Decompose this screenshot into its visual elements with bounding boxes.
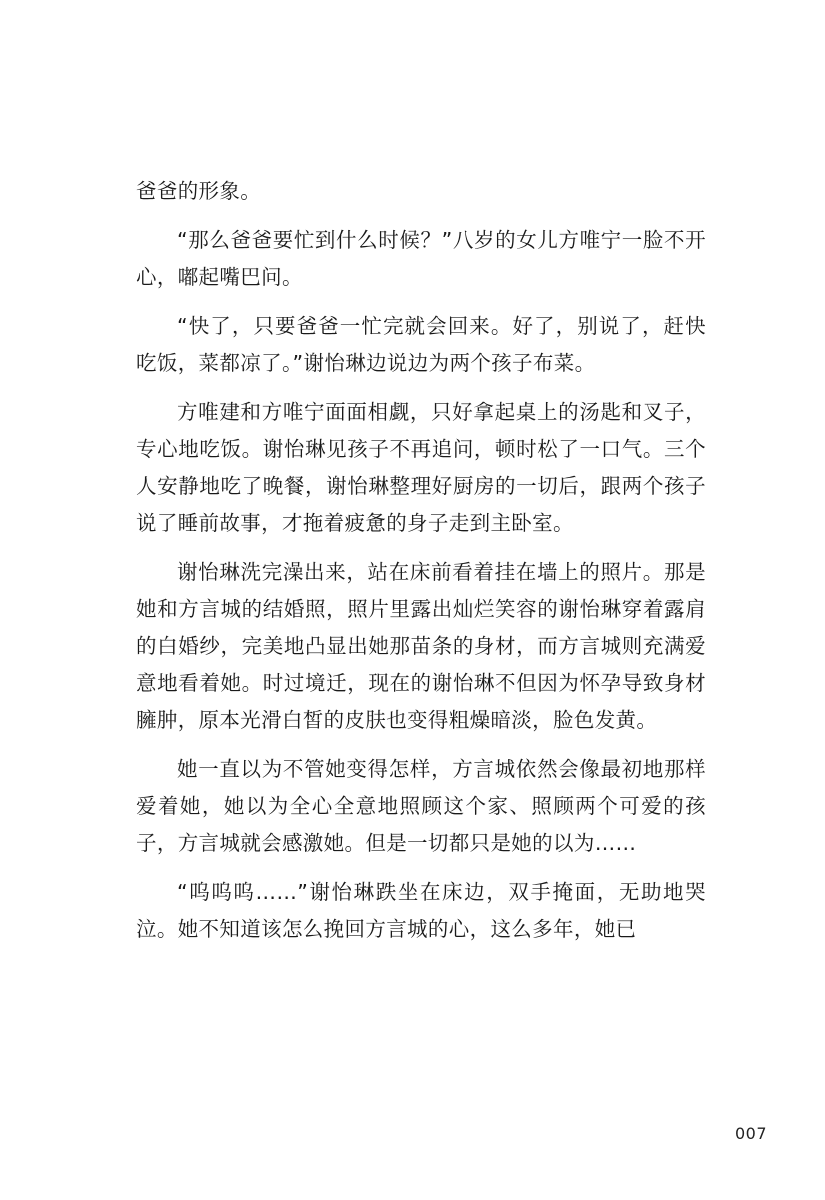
body-text — [136, 173, 706, 960]
paragraph-4: 方唯建和方唯宁面面相觑，只好拿起桌上的汤匙和叉子，专心地吃饭。谢怡琳见孩子不再追问，顿时松了一口气。三个人安静地吃了晚餐，谢怡琳整理好厨房的一切后，跟两个孩子说了睡前故事，才拖着疲惫的身子走到主卧室。 — [136, 400, 706, 535]
page-number: 007 — [734, 1124, 767, 1143]
paragraph-1: 爸爸的形象。 — [136, 179, 262, 203]
paragraph-2: “那么爸爸要忙到什么时候？”八岁的女儿方唯宁一脸不开心，嘟起嘴巴问。 — [136, 228, 706, 289]
paragraph-7: “呜呜呜……”谢怡琳跌坐在床边，双手掩面，无助地哭泣。她不知道该怎么挽回方言城的心，这么多年，她已 — [136, 880, 706, 941]
paragraph-3: “快了，只要爸爸一忙完就会回来。好了，别说了，赶快吃饭，菜都凉了。”谢怡琳边说边为两个孩子布菜。 — [136, 314, 706, 375]
paragraph-5: 谢怡琳洗完澡出来，站在床前看着挂在墙上的照片。那是她和方言城的结婚照，照片里露出灿烂笑容的谢怡琳穿着露肩的白婚纱，完美地凸显出她那苗条的身材，而方言城则充满爱意地看着她。时过境迁，现在的谢怡琳不但因为怀孕导致身材臃肿，原本光滑白皙的皮肤也变得粗燥暗淡，脸色发黄。 — [136, 560, 706, 732]
paragraph-6: 她一直以为不管她变得怎样，方言城依然会像最初地那样爱着她，她以为全心全意地照顾这个家、照顾两个可爱的孩子，方言城就会感激她。但是一切都只是她的以为…… — [136, 757, 706, 855]
